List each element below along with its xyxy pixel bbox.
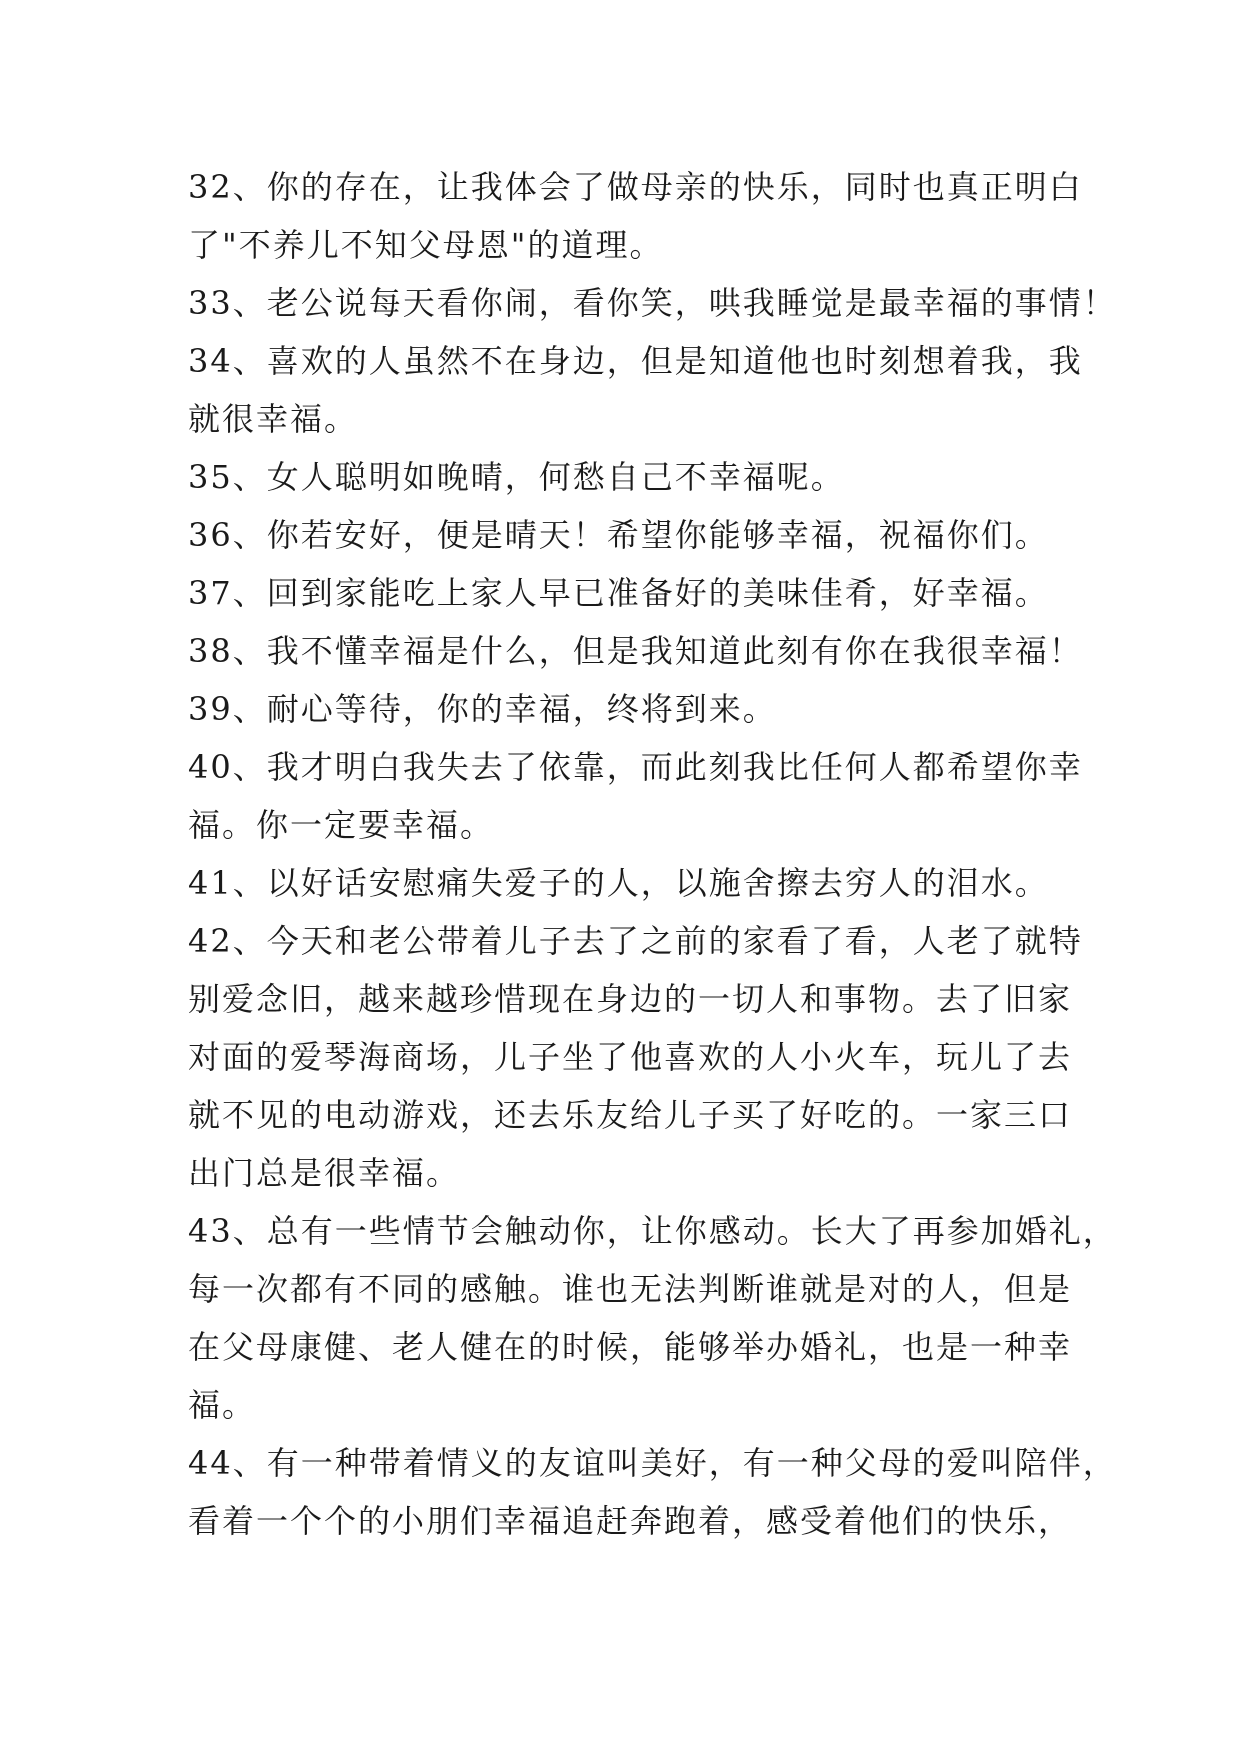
text-line: 34、喜欢的人虽然不在身边，但是知道他也时刻想着我，我 [188, 342, 1083, 380]
text-line: 福。 [188, 1386, 257, 1424]
text-line: 在父母康健、老人健在的时候，能够举办婚礼，也是一种幸 [188, 1328, 1073, 1366]
text-line: 出门总是很幸福。 [188, 1154, 461, 1192]
text-line: 33、老公说每天看你闹，看你笑，哄我睡觉是最幸福的事情！ [188, 284, 1117, 322]
text-line: 35、女人聪明如晚晴，何愁自己不幸福呢。 [188, 458, 845, 496]
text-line: 每一次都有不同的感触。谁也无法判断谁就是对的人，但是 [188, 1270, 1073, 1308]
text-line: 44、有一种带着情义的友谊叫美好，有一种父母的爱叫陪伴， [188, 1444, 1117, 1482]
text-line: 39、耐心等待，你的幸福，终将到来。 [188, 690, 777, 728]
text-line: 42、今天和老公带着儿子去了之前的家看了看，人老了就特 [188, 922, 1083, 960]
text-line: 43、总有一些情节会触动你，让你感动。长大了再参加婚礼， [188, 1212, 1117, 1250]
text-line: 了"不养儿不知父母恩"的道理。 [188, 226, 664, 264]
text-line: 对面的爱琴海商场，儿子坐了他喜欢的人小火车，玩儿了去 [188, 1038, 1073, 1076]
text-line: 41、以好话安慰痛失爱子的人，以施舍擦去穷人的泪水。 [188, 864, 1049, 902]
text-line: 就很幸福。 [188, 400, 359, 438]
text-line: 40、我才明白我失去了依靠，而此刻我比任何人都希望你幸 [188, 748, 1083, 786]
text-line: 38、我不懂幸福是什么，但是我知道此刻有你在我很幸福！ [188, 632, 1083, 670]
text-line: 就不见的电动游戏，还去乐友给儿子买了好吃的。一家三口 [188, 1096, 1073, 1134]
text-line: 看着一个个的小朋们幸福追赶奔跑着，感受着他们的快乐， [188, 1502, 1073, 1540]
document-body [188, 158, 1117, 1550]
text-line: 别爱念旧，越来越珍惜现在身边的一切人和事物。去了旧家 [188, 980, 1073, 1018]
text-line: 福。你一定要幸福。 [188, 806, 495, 844]
text-line: 36、你若安好，便是晴天！希望你能够幸福，祝福你们。 [188, 516, 1049, 554]
text-line: 32、你的存在，让我体会了做母亲的快乐，同时也真正明白 [188, 168, 1083, 206]
text-line: 37、回到家能吃上家人早已准备好的美味佳肴，好幸福。 [188, 574, 1049, 612]
